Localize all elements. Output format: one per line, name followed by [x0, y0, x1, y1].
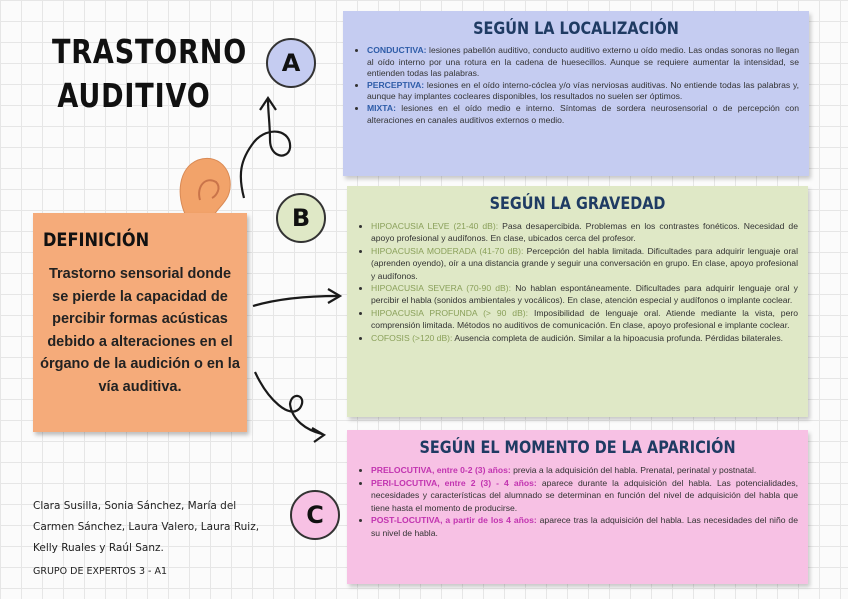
authors-line-1: Clara Susilla, Sonia Sánchez, María del	[33, 500, 237, 512]
list-item: • HIPOACUSIA LEVE (21-40 dB): Pasa desapercibida. Problemas en los contrastes fonéticos. Necesidad de apoyo profesional y audífonos. En clase, ubicados cerca del profesor.	[371, 220, 798, 245]
arrow-to-c	[255, 372, 324, 442]
title-line-2: AUDITIVO	[57, 76, 211, 115]
title-line-1: TRASTORNO	[52, 32, 248, 71]
list-item: • POST-LOCUTIVA, a partir de los 4 años: aparece tras la adquisición del habla. Las necesidades del niño de su nivel de habla.	[371, 514, 798, 539]
panel-aparicion	[347, 430, 808, 584]
panel-b-title: SEGÚN LA GRAVEDAD	[489, 194, 666, 214]
list-item: • PERI-LOCUTIVA, entre 2 (3) - 4 años: aparece durante la adquisición del habla. Las potencialidades, necesidades y características del alumnado se determinan en función del nivel de adquisición del habla que tiene hasta el momento de producirse.	[371, 477, 798, 515]
list-item: • CONDUCTIVA: lesiones pabellón auditivo, conducto auditivo externo u oído medio. Las ondas sonoras no llegan al oído interno por una rotura en la cadena de huesecillos. Aunque se requiere aumentar la intensidad, se entienden todas las palabras.	[367, 45, 799, 80]
list-item: • HIPOACUSIA PROFUNDA (> 90 dB): Imposibilidad de lenguaje oral. Atiende mediante la vista, pero comprensión limitada. Métodos no auditivos de comunicación. En clase, apoyo profesional e implante coclear.	[371, 307, 798, 332]
definition-card	[33, 213, 247, 432]
definition-heading: DEFINICIÓN	[43, 229, 150, 251]
authors-line-2: Carmen Sánchez, Laura Valero, Laura Ruiz,	[33, 521, 260, 533]
panel-a-list	[343, 45, 809, 126]
list-item: • COFOSIS (>120 dB): Ausencia completa de audición. Similar a la hipoacusia profunda. Pérdidas bilaterales.	[371, 332, 798, 344]
circle-b: B	[276, 193, 326, 243]
authors-line-3: Kelly Ruales y Raúl Sanz.	[33, 542, 164, 554]
list-item: • PERCEPTIVA: lesiones en el oído interno-cóclea y/o vías nerviosas auditivas. No entiende todas las palabras y, aunque hay implantes cocleares disponibles, los resultados no suelen ser óptimos.	[367, 80, 799, 103]
arrow-to-b	[253, 289, 340, 306]
panel-c-list	[347, 464, 808, 540]
list-item: • HIPOACUSIA MODERADA (41-70 dB): Percepción del habla limitada. Dificultades para adquirir lenguaje oral (aprenden oyendo), oír a una distancia grande y seguir una conversación en grupo. En clase, apoyo profesional y audífonos.	[371, 245, 798, 282]
panel-gravedad	[347, 186, 808, 417]
list-item: • PRELOCUTIVA, entre 0-2 (3) años: previa a la adquisición del habla. Prenatal, perinatal y postnatal.	[371, 464, 798, 477]
panel-a-title: SEGÚN LA LOCALIZACIÓN	[473, 19, 679, 39]
list-item: • HIPOACUSIA SEVERA (70-90 dB): No hablan espontáneamente. Dificultades para adquirir lenguaje oral y percibir el habla (sonidos ambientales y vocálicos). En clase, atención especial y audífonos o implante coclear.	[371, 282, 798, 307]
panel-c-title: SEGÚN EL MOMENTO DE LA APARICIÓN	[419, 438, 736, 458]
list-item: • MIXTA: lesiones en el oído medio e interno. Síntomas de sordera neurosensorial o de percepción con alteraciones en canales auditivos externos o medio.	[367, 103, 799, 126]
circle-a: A	[266, 38, 316, 88]
group-label: GRUPO DE EXPERTOS 3 - A1	[33, 566, 168, 577]
authors	[33, 496, 273, 559]
circle-c: C	[290, 490, 340, 540]
panel-localizacion	[343, 11, 809, 176]
arrow-to-a	[241, 98, 290, 198]
definition-text: Trastorno sensorial donde se pierde la capacidad de percibir formas acústicas debido a alteraciones en el órgano de la audición o en la vía auditiva.	[40, 266, 240, 395]
panel-b-list	[347, 220, 808, 344]
